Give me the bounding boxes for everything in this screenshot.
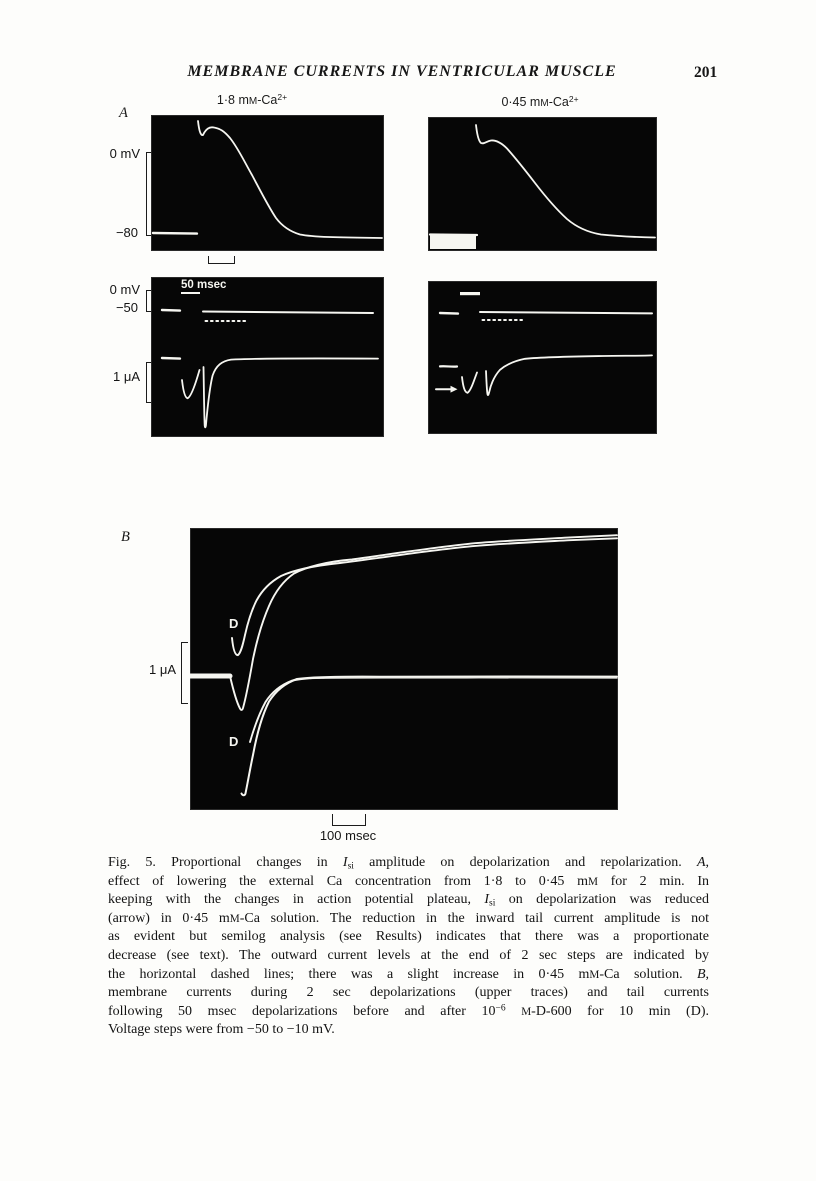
caption-line: effect of lowering the external Ca concentration from 1·8 to 0·45 mM for 2 min. In xyxy=(108,873,710,889)
tail-current-trace xyxy=(486,355,652,395)
current-baseline-dash xyxy=(162,358,180,359)
action-potential-trace-low-ca xyxy=(428,117,657,251)
d600-upper-trace-label: D xyxy=(229,616,239,631)
running-title: MEMBRANE CURRENTS IN VENTRICULAR MUSCLE xyxy=(187,63,617,80)
row2-current-gain-label: 1 μA xyxy=(112,369,140,384)
d600-lower-trace-label: D xyxy=(229,734,239,749)
inward-current-dip xyxy=(462,373,477,393)
figure-caption xyxy=(108,854,709,1040)
holding-potential-dash xyxy=(162,310,180,311)
panel-b-current-gain-label: 1 μA xyxy=(148,662,176,677)
column-title-low-ca: 0·45 $mM-Ca^{2+}$ xyxy=(501,93,579,109)
caption-line: keeping with the changes in action potential plateau, $I_{si}$ on depolarization was reduced xyxy=(108,892,709,909)
arrow-head-icon xyxy=(451,386,458,393)
panel-b-time-bracket xyxy=(332,814,366,826)
lower-d600-tail-trace xyxy=(250,677,324,742)
action-potential-trace-high-ca xyxy=(151,115,384,251)
resting-potential-segment xyxy=(153,233,197,234)
timebar-label-100msec: 100 msec xyxy=(319,828,377,843)
panel-b-traces xyxy=(190,528,618,810)
photo-panel-b-currents xyxy=(190,528,618,810)
caption-line: membrane currents during 2 sec depolarizations (upper traces) and tail currents xyxy=(108,985,709,1001)
baseline-second-trace xyxy=(310,678,617,679)
caption-line: following 50 msec depolarizations before and after $10^{-6}$ M-D-600 for 10 min (D). xyxy=(108,1003,709,1019)
current-traces-high-ca xyxy=(151,277,384,437)
caption-line: decrease (see text). The outward current levels at the end of 2 sec steps are indicated by xyxy=(108,947,709,963)
panel-b-letter: B xyxy=(121,529,130,545)
lower-control-tail-trace xyxy=(242,677,618,796)
row1-time-bracket xyxy=(208,256,235,264)
column-title-high-ca: 1·8 $mM-Ca^{2+}$ xyxy=(216,91,288,107)
holding-potential-dash xyxy=(440,313,458,314)
row2-zero-mv-label: 0 mV xyxy=(109,282,140,297)
row2-neg50-label: −50 xyxy=(115,300,138,315)
photo-currents-0p45mM xyxy=(428,281,657,434)
row1-neg80-label: −80 xyxy=(115,225,138,240)
photo-action-potential-0p45mM xyxy=(428,117,657,251)
caption-line: (arrow) in 0·45 mM-Ca solution. The reduction in the inward tail current amplitude is not xyxy=(108,910,709,926)
timebar-label-50msec: 50 msec xyxy=(181,279,227,291)
photo-action-potential-1p8mM xyxy=(151,115,384,251)
tail-current-trace xyxy=(204,358,379,427)
caption-line: Fig. 5. Proportional changes in $I_{si}$ amplitude on depolarization and repolarization. A, xyxy=(108,855,710,872)
panel-b-current-bracket xyxy=(181,642,188,704)
action-potential-trace xyxy=(198,121,382,238)
timebar-50msec xyxy=(460,292,480,295)
caption-line: the horizontal dashed lines; there was a slight increase in 0·45 mM-Ca solution. B, xyxy=(108,966,709,982)
action-potential-trace xyxy=(476,125,655,238)
photo-currents-1p8mM xyxy=(151,277,384,437)
upper-d600-current-trace xyxy=(232,538,617,655)
current-traces-low-ca xyxy=(428,281,657,434)
caption-line: as evident but semilog analysis (see Results) indicates that there was a proportionate xyxy=(108,929,709,945)
panel-a-letter: A xyxy=(119,105,128,121)
film-flare xyxy=(430,235,476,249)
page-number: 201 xyxy=(694,64,718,81)
caption-line: Voltage steps were from −50 to −10 mV. xyxy=(108,1022,335,1038)
voltage-step-trace xyxy=(480,312,652,313)
timebar-50msec xyxy=(181,292,200,295)
resting-potential-segment xyxy=(430,235,477,236)
voltage-step-trace xyxy=(203,312,373,314)
row1-zero-mv-label: 0 mV xyxy=(109,146,140,161)
inward-current-dip xyxy=(182,370,200,398)
